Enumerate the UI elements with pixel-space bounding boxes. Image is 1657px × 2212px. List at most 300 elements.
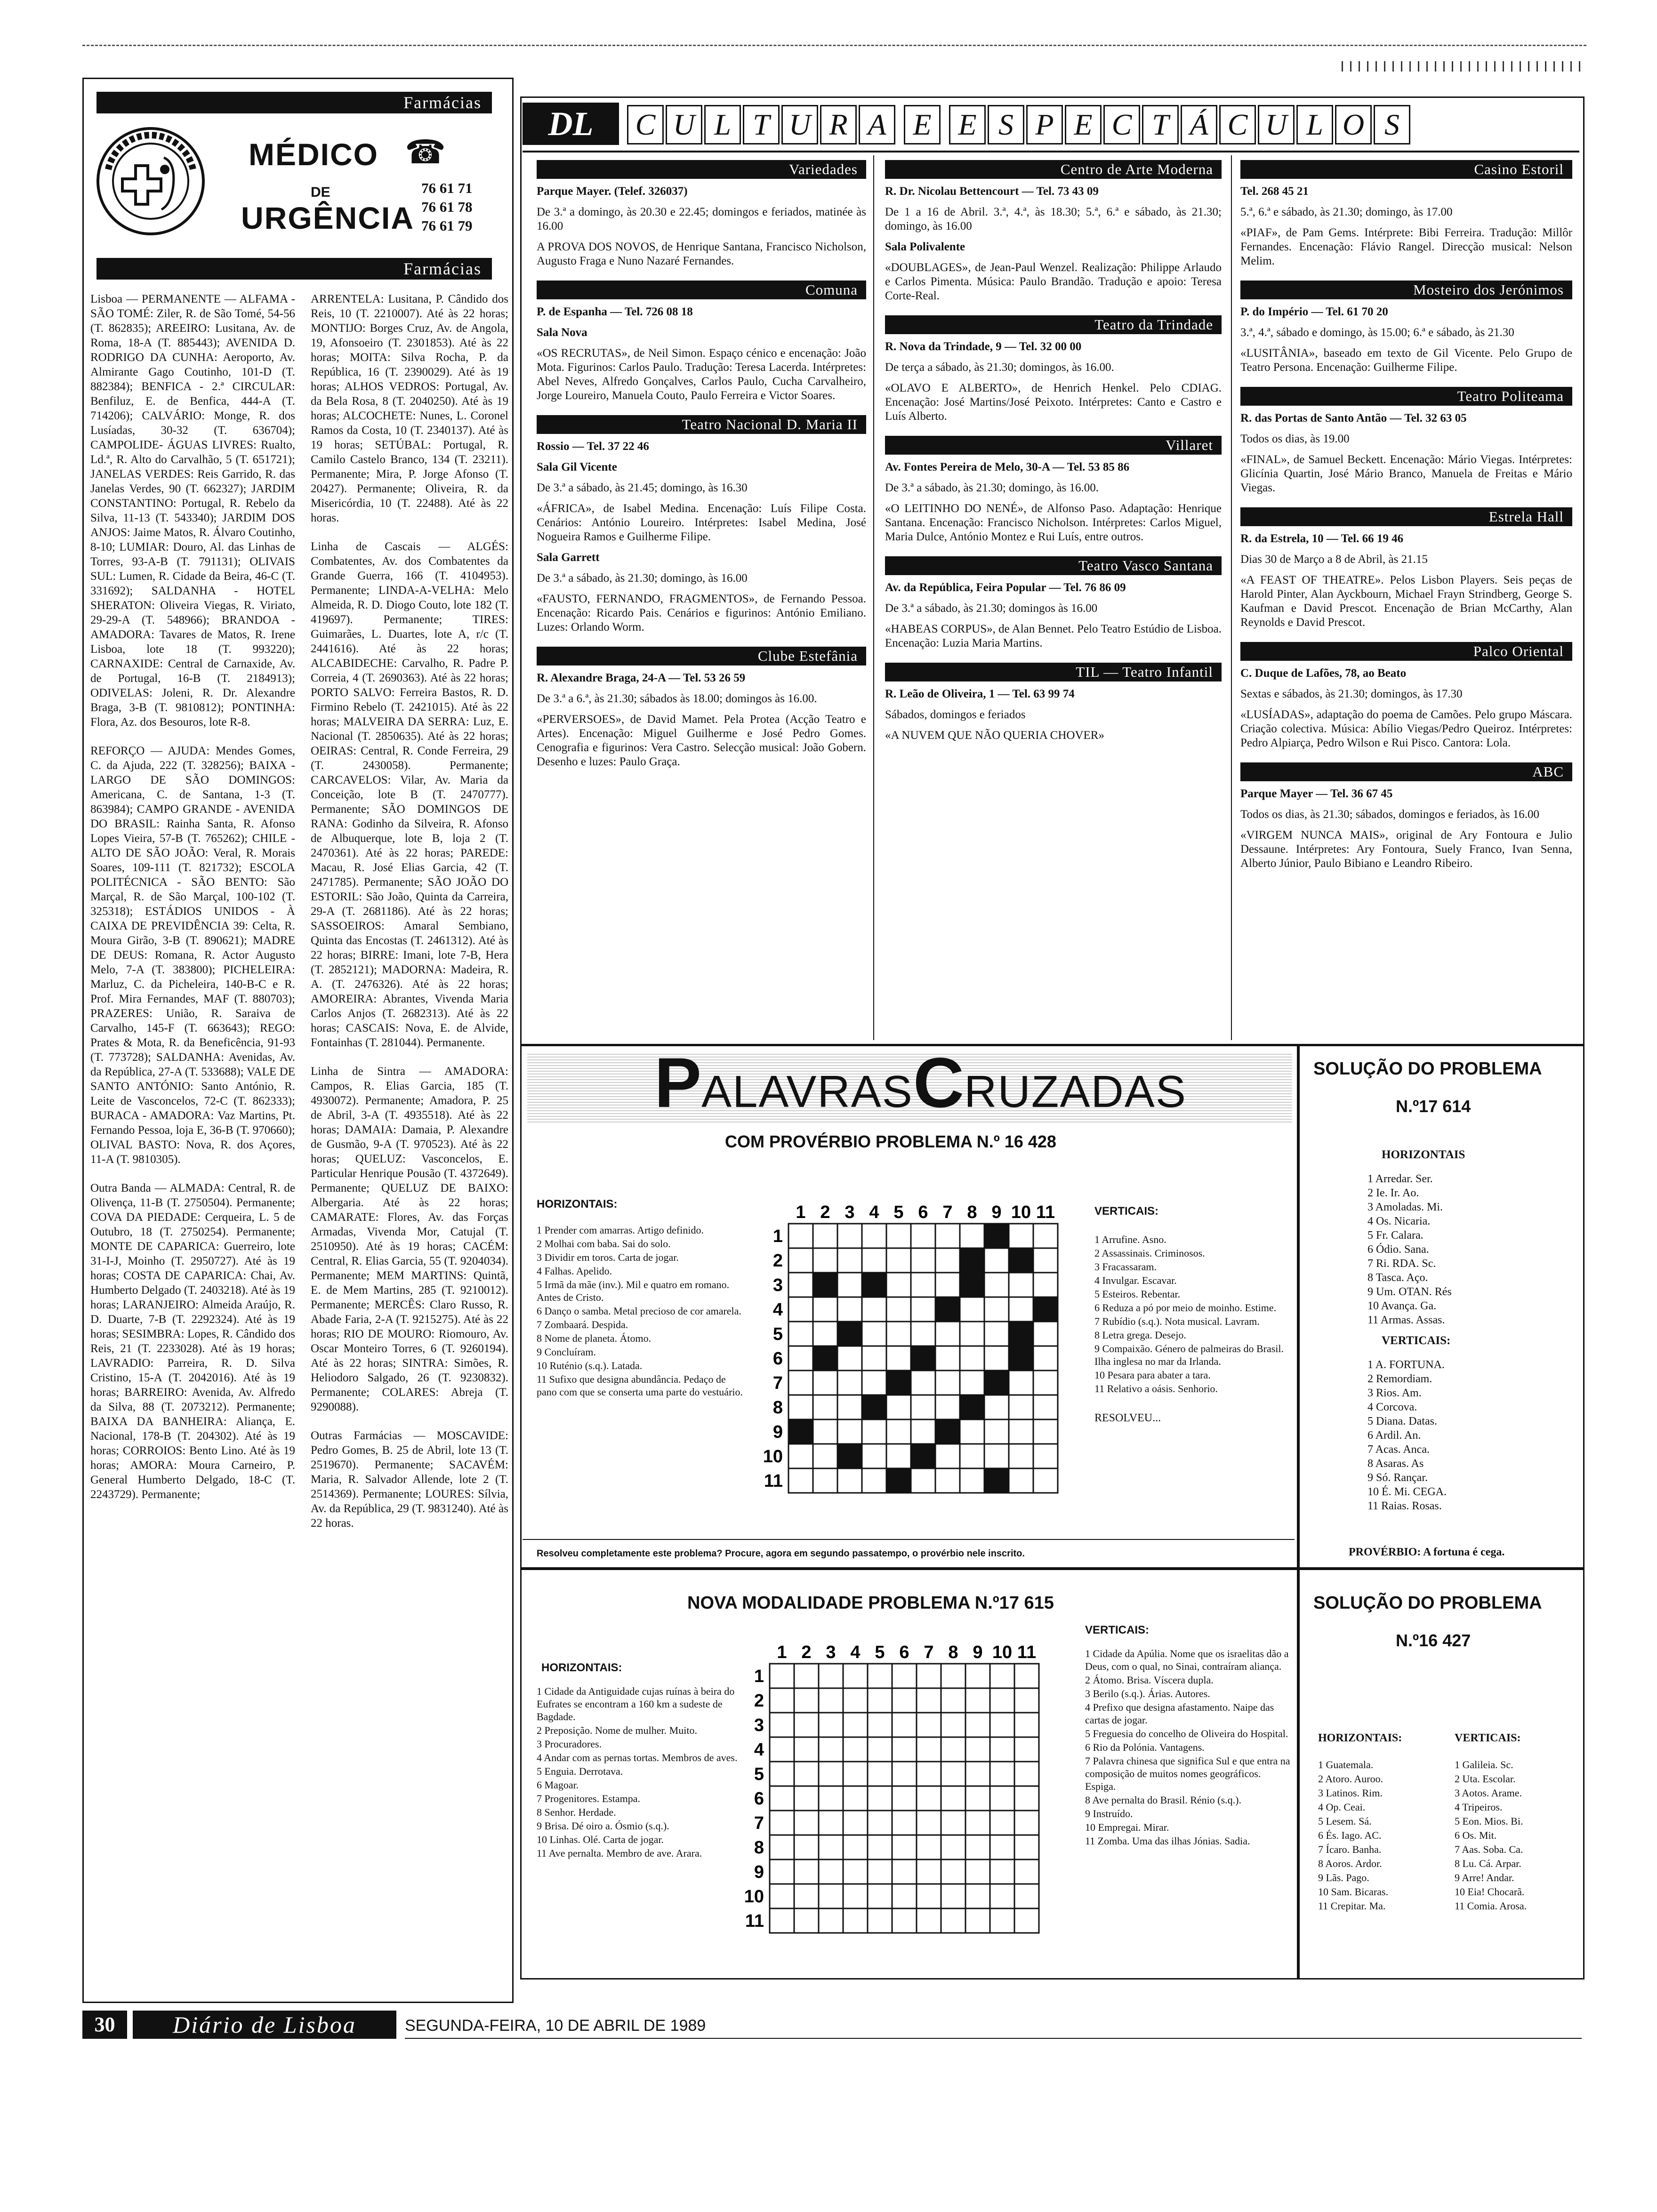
culture-column-1	[537, 160, 866, 781]
crossword1-vert-title: VERTICAIS:	[1094, 1205, 1159, 1218]
grid-cell[interactable]	[911, 1224, 935, 1248]
venue-line: «OS RECRUTAS», de Neil Simon. Espaço cénico e encenação: João Mota. Figurinos: Carlos Paulo. Tradução: Teresa Lacerda. Intérpretes: Abel Neves, Alfredo Gonçalves, Carlos Paulo, Cucha Carvalheiro, Jorge Loureiro, Manuela Couto, Paulo Ferreira e Victor Soares.	[537, 347, 866, 402]
grid-cell[interactable]	[1014, 1884, 1039, 1908]
solution-item: 9 Só. Rançar.	[1367, 1472, 1428, 1484]
grid-column-number: 5	[875, 1643, 885, 1662]
grid-cell[interactable]	[886, 1346, 911, 1370]
grid-cell[interactable]	[941, 1688, 965, 1713]
grid-cell[interactable]	[770, 1811, 794, 1835]
grid-cell[interactable]	[770, 1664, 794, 1688]
grid-cell[interactable]	[770, 1688, 794, 1713]
grid-cell[interactable]	[862, 1322, 886, 1346]
grid-cell[interactable]	[1014, 1908, 1039, 1933]
grid-cell[interactable]	[965, 1762, 990, 1786]
grid-cell[interactable]	[868, 1688, 892, 1713]
grid-cell[interactable]	[960, 1419, 984, 1444]
page-date: SEGUNDA-FEIRA, 10 DE ABRIL DE 1989	[405, 2017, 706, 2035]
grid-cell[interactable]	[868, 1835, 892, 1859]
grid-cell[interactable]	[917, 1859, 941, 1884]
grid-row-number: 7	[754, 1813, 764, 1833]
grid-cell[interactable]	[788, 1346, 813, 1370]
grid-cell[interactable]	[813, 1419, 837, 1444]
grid-column-number: 8	[967, 1202, 977, 1222]
grid-cell-black[interactable]	[862, 1273, 886, 1297]
title-letter: O	[1335, 105, 1372, 144]
grid-cell[interactable]	[917, 1762, 941, 1786]
grid-cell[interactable]	[965, 1859, 990, 1884]
grid-cell[interactable]	[960, 1444, 984, 1468]
grid-cell[interactable]	[868, 1713, 892, 1737]
grid-cell[interactable]	[1014, 1664, 1039, 1688]
grid-cell-black[interactable]	[911, 1444, 935, 1468]
grid-cell[interactable]	[1033, 1444, 1058, 1468]
grid-cell[interactable]	[1014, 1762, 1039, 1786]
grid-cell[interactable]	[990, 1835, 1014, 1859]
banner-word-alavras: ALAVRAS	[701, 1066, 913, 1117]
grid-cell[interactable]	[892, 1884, 917, 1908]
grid-cell[interactable]	[886, 1273, 911, 1297]
grid-cell[interactable]	[892, 1762, 917, 1786]
grid-cell[interactable]	[1033, 1346, 1058, 1370]
grid-cell[interactable]	[837, 1297, 862, 1322]
grid-cell[interactable]	[813, 1444, 837, 1468]
grid-cell[interactable]	[843, 1859, 868, 1884]
grid-cell[interactable]	[911, 1248, 935, 1273]
grid-row-number: 3	[754, 1715, 764, 1735]
grid-cell[interactable]	[868, 1786, 892, 1811]
grid-cell[interactable]	[935, 1444, 960, 1468]
grid-cell[interactable]	[965, 1835, 990, 1859]
grid-cell-black[interactable]	[886, 1468, 911, 1493]
grid-cell[interactable]	[990, 1811, 1014, 1835]
grid-cell[interactable]	[837, 1224, 862, 1248]
grid-cell[interactable]	[965, 1786, 990, 1811]
grid-cell[interactable]	[1014, 1713, 1039, 1737]
grid-cell[interactable]	[1009, 1468, 1033, 1493]
grid-cell[interactable]	[813, 1297, 837, 1322]
grid-cell[interactable]	[770, 1762, 794, 1786]
grid-cell[interactable]	[941, 1811, 965, 1835]
grid-cell[interactable]	[837, 1370, 862, 1395]
grid-cell[interactable]	[868, 1664, 892, 1688]
grid-cell[interactable]	[794, 1737, 819, 1762]
grid-cell[interactable]	[770, 1786, 794, 1811]
grid-cell-black[interactable]	[813, 1346, 837, 1370]
grid-cell-black[interactable]	[960, 1395, 984, 1419]
grid-cell[interactable]	[941, 1884, 965, 1908]
grid-cell[interactable]	[892, 1908, 917, 1933]
clue-item: 1 Prender com amarras. Artigo definido.	[537, 1224, 704, 1236]
grid-cell[interactable]	[960, 1224, 984, 1248]
grid-cell[interactable]	[1009, 1224, 1033, 1248]
grid-column-number: 9	[991, 1202, 1002, 1222]
grid-cell[interactable]	[843, 1786, 868, 1811]
crossword2-horiz-clues	[537, 1685, 744, 1860]
grid-cell[interactable]	[819, 1737, 843, 1762]
grid-cell[interactable]	[794, 1786, 819, 1811]
grid-cell[interactable]	[886, 1322, 911, 1346]
grid-cell-black[interactable]	[1009, 1346, 1033, 1370]
grid-cell[interactable]	[868, 1908, 892, 1933]
culture-column-2	[885, 160, 1222, 755]
grid-cell[interactable]	[813, 1370, 837, 1395]
grid-cell[interactable]	[813, 1322, 837, 1346]
grid-cell[interactable]	[960, 1468, 984, 1493]
grid-cell[interactable]	[917, 1811, 941, 1835]
grid-cell[interactable]	[862, 1224, 886, 1248]
grid-cell[interactable]	[892, 1688, 917, 1713]
grid-cell[interactable]	[843, 1835, 868, 1859]
grid-cell[interactable]	[794, 1811, 819, 1835]
venue-line: R. Leão de Oliveira, 1 — Tel. 63 99 74	[885, 688, 1075, 700]
venue-line: De 3.ª a sábado, às 21.30; domingo, às 16.00.	[885, 481, 1099, 494]
grid-cell[interactable]	[935, 1395, 960, 1419]
grid-cell[interactable]	[935, 1322, 960, 1346]
grid-cell-black[interactable]	[1009, 1322, 1033, 1346]
grid-cell[interactable]	[843, 1811, 868, 1835]
grid-cell[interactable]	[1033, 1419, 1058, 1444]
grid-cell[interactable]	[917, 1688, 941, 1713]
grid-cell[interactable]	[1014, 1811, 1039, 1835]
grid-cell[interactable]	[911, 1370, 935, 1395]
grid-cell[interactable]	[917, 1664, 941, 1688]
title-letter: A	[859, 105, 895, 144]
grid-cell-black[interactable]	[960, 1248, 984, 1273]
grid-cell[interactable]	[911, 1395, 935, 1419]
grid-cell[interactable]	[788, 1273, 813, 1297]
grid-cell[interactable]	[917, 1908, 941, 1933]
title-letter: T	[743, 105, 780, 144]
grid-cell[interactable]	[990, 1664, 1014, 1688]
grid-cell[interactable]	[935, 1468, 960, 1493]
grid-cell[interactable]	[892, 1737, 917, 1762]
grid-cell[interactable]	[794, 1859, 819, 1884]
grid-cell-black[interactable]	[837, 1322, 862, 1346]
grid-cell[interactable]	[941, 1737, 965, 1762]
grid-cell-black[interactable]	[1033, 1297, 1058, 1322]
title-letter: E	[1065, 105, 1102, 144]
grid-cell[interactable]	[837, 1468, 862, 1493]
grid-cell[interactable]	[917, 1786, 941, 1811]
grid-cell-black[interactable]	[935, 1419, 960, 1444]
grid-cell[interactable]	[941, 1664, 965, 1688]
grid-cell[interactable]	[862, 1297, 886, 1322]
grid-cell[interactable]	[862, 1370, 886, 1395]
grid-cell[interactable]	[862, 1444, 886, 1468]
grid-cell[interactable]	[911, 1419, 935, 1444]
grid-cell[interactable]	[941, 1908, 965, 1933]
top-tick-marks	[1342, 61, 1586, 72]
grid-cell[interactable]	[770, 1859, 794, 1884]
grid-cell[interactable]	[984, 1297, 1009, 1322]
grid-cell[interactable]	[935, 1224, 960, 1248]
grid-cell[interactable]	[1009, 1273, 1033, 1297]
grid-cell-black[interactable]	[1009, 1248, 1033, 1273]
grid-cell[interactable]	[813, 1395, 837, 1419]
grid-cell[interactable]	[892, 1811, 917, 1835]
grid-cell[interactable]	[837, 1346, 862, 1370]
grid-cell[interactable]	[960, 1322, 984, 1346]
grid-cell[interactable]	[794, 1713, 819, 1737]
grid-cell-black[interactable]	[984, 1370, 1009, 1395]
grid-cell[interactable]	[819, 1762, 843, 1786]
grid-cell[interactable]	[843, 1713, 868, 1737]
grid-row-number: 10	[763, 1447, 783, 1467]
grid-cell[interactable]	[892, 1786, 917, 1811]
grid-cell[interactable]	[868, 1884, 892, 1908]
grid-cell[interactable]	[788, 1468, 813, 1493]
grid-cell[interactable]	[1009, 1419, 1033, 1444]
grid-cell[interactable]	[935, 1248, 960, 1273]
grid-cell[interactable]	[788, 1444, 813, 1468]
grid-cell[interactable]	[813, 1468, 837, 1493]
grid-cell[interactable]	[1033, 1468, 1058, 1493]
grid-cell[interactable]	[794, 1762, 819, 1786]
grid-cell[interactable]	[990, 1737, 1014, 1762]
pharmacy-lisboa-reforco: REFORÇO — AJUDA: Mendes Gomes, C. da Ajuda, 222 (T. 328256); BAIXA - LARGO DE SÃO DOMINGOS: Americana, C. de Santana, 1-3 (T. 863984); CAMPO GRANDE - AVENIDA DO BRASIL: Rainha Santa, R. Afonso Lopes Vieira, 57-B (T. 765262); CHILE - ALTO DE SÃO JOÃO: Veral, R. Morais Soares, 109-111 (T. 821732); ESCOLA POLITÉCNICA - SÃO BENTO: São Marçal, R. de São Marçal, 100-102 (T. 325318); ESTÁDIOS UNIDOS - À CAIXA DE PREVIDÊNCIA 39: Celta, R. Moura Girão, 3-B (T. 890621); MADRE DE DEUS: Romana, R. Actor Augusto Melo, 7-A (T. 383800); PICHELEIRA: Marluz, C. da Picheleira, 140-B-C e R. Prof. Mira Fernandes, MAF (T. 880703); PRAZERES: União, R. Saraiva de Carvalho, 145-F (T. 663643); REGO: Prates & Mota, R. da Beneficência, 91-93 (T. 773728); SALDANHA: Avenidas, Av. da República, 27-A (T. 533688); VALE DE SANTO ANTÓNIO: Santo António, R. Leite de Vasconcelos, 72-C (T. 862333); BURACA - AMADORA: Vaz Martins, Pt. Fernando Pessoa, loja E, 36-B (T. 970660); OLIVAL BASTO: Nova, R. dos Açores, 11-A (T. 9810305).	[90, 745, 295, 1166]
grid-cell[interactable]	[1014, 1859, 1039, 1884]
grid-cell[interactable]	[794, 1664, 819, 1688]
grid-cell[interactable]	[965, 1688, 990, 1713]
grid-cell[interactable]	[917, 1835, 941, 1859]
grid-cell[interactable]	[984, 1273, 1009, 1297]
grid-cell[interactable]	[1014, 1688, 1039, 1713]
grid-cell[interactable]	[892, 1664, 917, 1688]
grid-cell-black[interactable]	[862, 1395, 886, 1419]
grid-cell[interactable]	[868, 1811, 892, 1835]
grid-cell[interactable]	[984, 1322, 1009, 1346]
grid-cell[interactable]	[886, 1297, 911, 1322]
grid-cell[interactable]	[935, 1273, 960, 1297]
grid-cell[interactable]	[965, 1737, 990, 1762]
grid-cell[interactable]	[770, 1835, 794, 1859]
culture-header-rule	[523, 151, 1579, 152]
grid-column-number: 7	[924, 1643, 934, 1662]
grid-cell[interactable]	[843, 1884, 868, 1908]
grid-cell[interactable]	[1009, 1297, 1033, 1322]
grid-cell[interactable]	[819, 1859, 843, 1884]
grid-cell[interactable]	[819, 1664, 843, 1688]
grid-cell[interactable]	[984, 1346, 1009, 1370]
grid-cell[interactable]	[941, 1762, 965, 1786]
grid-cell[interactable]	[868, 1737, 892, 1762]
grid-cell[interactable]	[862, 1468, 886, 1493]
grid-cell[interactable]	[819, 1688, 843, 1713]
grid-cell[interactable]	[990, 1884, 1014, 1908]
grid-cell[interactable]	[837, 1395, 862, 1419]
venue-listing	[537, 647, 866, 769]
clue-item: 8 Senhor. Herdade.	[537, 1806, 616, 1818]
grid-cell-black[interactable]	[837, 1444, 862, 1468]
grid-cell[interactable]	[892, 1713, 917, 1737]
grid-cell[interactable]	[935, 1346, 960, 1370]
grid-cell[interactable]	[1033, 1370, 1058, 1395]
grid-cell[interactable]	[819, 1786, 843, 1811]
grid-cell[interactable]	[843, 1737, 868, 1762]
grid-cell[interactable]	[911, 1297, 935, 1322]
grid-cell[interactable]	[794, 1908, 819, 1933]
venue-line: Sextas e sábados, às 21.30; domingos, às 17.30	[1240, 688, 1463, 700]
grid-cell[interactable]	[886, 1248, 911, 1273]
grid-cell[interactable]	[941, 1859, 965, 1884]
venue-line: Dias 30 de Março a 8 de Abril, às 21.15	[1240, 553, 1428, 566]
grid-cell[interactable]	[965, 1713, 990, 1737]
grid-cell[interactable]	[984, 1419, 1009, 1444]
grid-cell[interactable]	[965, 1811, 990, 1835]
grid-cell[interactable]	[984, 1248, 1009, 1273]
grid-cell[interactable]	[794, 1884, 819, 1908]
venue-line: De terça a sábado, às 21.30; domingos, às 16.00.	[885, 361, 1114, 374]
grid-cell[interactable]	[770, 1908, 794, 1933]
grid-cell[interactable]	[941, 1786, 965, 1811]
grid-cell[interactable]	[1014, 1737, 1039, 1762]
grid-cell-black[interactable]	[984, 1224, 1009, 1248]
clue-item: 9 Brisa. Dé oiro a. Ósmio (s.q.).	[537, 1820, 669, 1832]
grid-cell[interactable]	[911, 1322, 935, 1346]
grid-cell[interactable]	[984, 1444, 1009, 1468]
grid-cell[interactable]	[788, 1322, 813, 1346]
solution-item: 6 Ardil. An.	[1367, 1429, 1421, 1442]
grid-cell[interactable]	[892, 1859, 917, 1884]
grid-cell[interactable]	[1009, 1370, 1033, 1395]
grid-cell[interactable]	[886, 1419, 911, 1444]
grid-cell[interactable]	[1033, 1273, 1058, 1297]
crossword2-grid	[741, 1638, 1071, 1963]
solution-item: 5 Diana. Datas.	[1367, 1415, 1437, 1427]
grid-cell-black[interactable]	[788, 1419, 813, 1444]
grid-cell[interactable]	[868, 1762, 892, 1786]
solution-item: 4 Os. Nicaria.	[1367, 1215, 1431, 1227]
grid-cell[interactable]	[813, 1224, 837, 1248]
grid-cell[interactable]	[1033, 1224, 1058, 1248]
grid-column-number: 1	[777, 1643, 787, 1662]
grid-cell[interactable]	[1014, 1835, 1039, 1859]
grid-cell[interactable]	[788, 1248, 813, 1273]
grid-cell[interactable]	[788, 1224, 813, 1248]
grid-cell[interactable]	[941, 1713, 965, 1737]
grid-cell[interactable]	[819, 1908, 843, 1933]
grid-cell[interactable]	[770, 1737, 794, 1762]
grid-cell[interactable]	[917, 1884, 941, 1908]
grid-cell[interactable]	[960, 1297, 984, 1322]
grid-cell[interactable]	[935, 1370, 960, 1395]
grid-cell-black[interactable]	[886, 1370, 911, 1395]
title-letter: E	[949, 105, 986, 144]
grid-cell[interactable]	[837, 1273, 862, 1297]
grid-cell[interactable]	[965, 1908, 990, 1933]
grid-cell[interactable]	[862, 1346, 886, 1370]
grid-row-number: 1	[772, 1226, 783, 1246]
grid-cell[interactable]	[788, 1370, 813, 1395]
grid-cell[interactable]	[794, 1688, 819, 1713]
grid-cell[interactable]	[862, 1248, 886, 1273]
venue-line: A PROVA DOS NOVOS, de Henrique Santana, Francisco Nicholson, Augusto Fraga e Nuno Nazaré Fernandes.	[537, 240, 866, 267]
grid-cell[interactable]	[843, 1664, 868, 1688]
grid-cell[interactable]	[862, 1419, 886, 1444]
venue-line: «ÁFRICA», de Isabel Medina. Encenação: Luís Filipe Costa. Cenários: António Loureiro. Intérpretes: Isabel Medina, José Nogueira Ramos e Guilherme Filipe.	[537, 502, 866, 543]
solution2-horiz-list	[1318, 1758, 1388, 1913]
venue-line: C. Duque de Lafões, 78, ao Beato	[1240, 667, 1407, 680]
grid-row-number: 3	[772, 1275, 783, 1295]
grid-cell[interactable]	[960, 1346, 984, 1370]
grid-cell[interactable]	[965, 1884, 990, 1908]
grid-cell[interactable]	[843, 1908, 868, 1933]
solution-item: 11 Crepitar. Ma.	[1318, 1900, 1386, 1912]
grid-column-number: 2	[801, 1643, 812, 1662]
grid-cell[interactable]	[886, 1224, 911, 1248]
grid-cell[interactable]	[819, 1884, 843, 1908]
grid-cell[interactable]	[1033, 1248, 1058, 1273]
grid-cell[interactable]	[843, 1762, 868, 1786]
grid-cell[interactable]	[1009, 1395, 1033, 1419]
grid-cell[interactable]	[886, 1444, 911, 1468]
grid-cell[interactable]	[941, 1835, 965, 1859]
venue-line: De 3.ª a sábado, às 21.30; domingo, às 16.00	[537, 572, 748, 585]
grid-cell[interactable]	[1033, 1322, 1058, 1346]
grid-cell[interactable]	[911, 1468, 935, 1493]
grid-cell[interactable]	[770, 1884, 794, 1908]
grid-cell-black[interactable]	[960, 1273, 984, 1297]
grid-cell[interactable]	[911, 1273, 935, 1297]
solution-item: 6 És. Iago. AC.	[1318, 1829, 1382, 1841]
grid-cell[interactable]	[990, 1786, 1014, 1811]
grid-cell[interactable]	[868, 1859, 892, 1884]
clue-item: 1 Cidade da Antiguidade cujas ruínas à beira do Eufrates se encontram a 160 km a sudeste de Bagdade.	[537, 1685, 735, 1723]
grid-cell-black[interactable]	[813, 1273, 837, 1297]
solution-item: 1 Arredar. Ser.	[1367, 1173, 1433, 1185]
grid-cell[interactable]	[965, 1664, 990, 1688]
grid-cell[interactable]	[819, 1713, 843, 1737]
venue-listing	[1240, 281, 1572, 375]
venue-listing	[1240, 762, 1572, 871]
grid-cell[interactable]	[990, 1908, 1014, 1933]
grid-cell[interactable]	[984, 1395, 1009, 1419]
grid-cell[interactable]	[892, 1835, 917, 1859]
grid-cell[interactable]	[819, 1835, 843, 1859]
grid-row-number: 6	[772, 1349, 783, 1369]
grid-cell-black[interactable]	[935, 1297, 960, 1322]
grid-cell[interactable]	[1033, 1395, 1058, 1419]
grid-cell-black[interactable]	[911, 1346, 935, 1370]
grid-cell[interactable]	[1009, 1444, 1033, 1468]
solution-item: 10 É. Mi. CEGA.	[1367, 1486, 1447, 1498]
grid-cell[interactable]	[990, 1713, 1014, 1737]
solution-item: 2 Ie. Ir. Ao.	[1367, 1187, 1419, 1199]
grid-cell[interactable]	[837, 1248, 862, 1273]
grid-cell[interactable]	[788, 1297, 813, 1322]
grid-cell[interactable]	[794, 1835, 819, 1859]
title-letter: S	[1374, 105, 1410, 144]
grid-cell[interactable]	[819, 1811, 843, 1835]
grid-cell[interactable]	[990, 1859, 1014, 1884]
grid-cell[interactable]	[1014, 1786, 1039, 1811]
grid-cell[interactable]	[813, 1248, 837, 1273]
grid-cell[interactable]	[960, 1370, 984, 1395]
grid-cell[interactable]	[770, 1713, 794, 1737]
grid-cell[interactable]	[917, 1737, 941, 1762]
grid-cell[interactable]	[837, 1419, 862, 1444]
grid-cell[interactable]	[990, 1762, 1014, 1786]
grid-cell[interactable]	[990, 1688, 1014, 1713]
grid-cell[interactable]	[843, 1688, 868, 1713]
grid-cell-black[interactable]	[984, 1468, 1009, 1493]
grid-cell[interactable]	[788, 1395, 813, 1419]
grid-cell[interactable]	[886, 1395, 911, 1419]
grid-cell[interactable]	[917, 1713, 941, 1737]
venue-listing	[537, 415, 866, 634]
clue-item: 10 Pesara para abater a tara.	[1094, 1369, 1211, 1381]
clue-item: 9 Compaixão. Género de palmeiras do Brasil. Ilha inglesa no mar da Irlanda.	[1094, 1343, 1284, 1367]
